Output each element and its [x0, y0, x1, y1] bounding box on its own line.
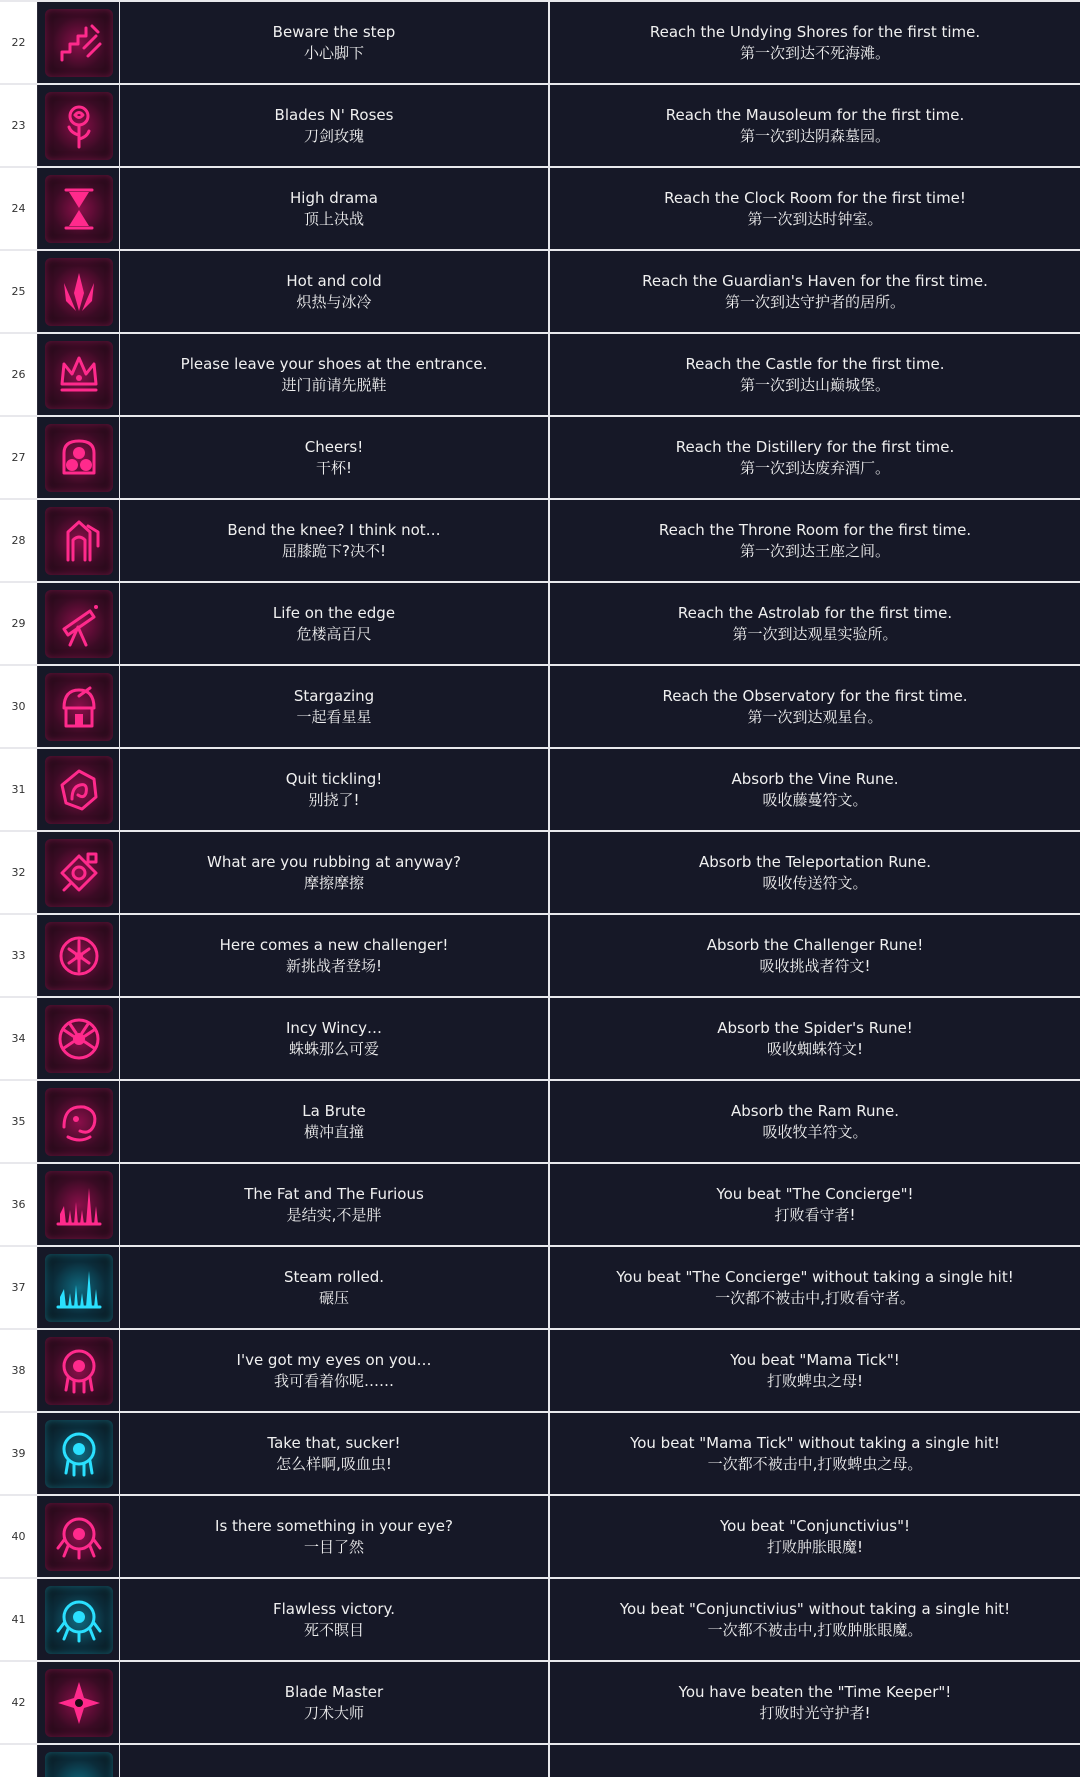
achievement-name-en: I've got my eyes on you… [236, 1350, 432, 1369]
achievement-icon-cell [38, 251, 119, 332]
row-number: 39 [0, 1413, 38, 1494]
achievement-description-en: You beat "The Concierge" without taking a single hit! [616, 1267, 1014, 1286]
row-number: 29 [0, 583, 38, 664]
row-number: 42 [0, 1662, 38, 1743]
achievement-description-en: You beat "The Concierge"! [716, 1184, 914, 1203]
crown-icon [45, 341, 113, 409]
achievement-row [0, 1330, 1080, 1411]
row-number: 40 [0, 1496, 38, 1577]
row-number: 38 [0, 1330, 38, 1411]
row-number: 32 [0, 832, 38, 913]
waveform-icon [45, 1171, 113, 1239]
achievement-row [0, 1745, 1080, 1777]
achievement-name-zh: 碾压 [318, 1288, 349, 1307]
achievement-icon-cell [38, 666, 119, 747]
achievement-description-zh: 第一次到达守护者的居所。 [724, 292, 905, 311]
row-number: 35 [0, 1081, 38, 1162]
achievement-description [550, 500, 1080, 581]
achievement-description [550, 1081, 1080, 1162]
achievement-row [0, 168, 1080, 249]
achievement-description [550, 1164, 1080, 1245]
achievement-name-en: Here comes a new challenger! [219, 935, 449, 954]
achievement-row [0, 2, 1080, 83]
achievement-description-zh: 一次都不被击中,打败看守者。 [715, 1288, 915, 1307]
achievement-row [0, 1413, 1080, 1494]
row-number: 34 [0, 998, 38, 1079]
achievement-name-en: Incy Wincy… [285, 1018, 383, 1037]
achievement-name [120, 2, 548, 83]
achievement-name-en: Blade Master [284, 1682, 384, 1701]
achievement-name-en: Life on the edge [272, 603, 396, 622]
achievement-name-zh: 小心脚下 [303, 43, 364, 62]
achievement-name-en: Quit tickling! [285, 769, 383, 788]
row-number: 27 [0, 417, 38, 498]
achievement-row [0, 1579, 1080, 1660]
achievement-name [120, 1579, 548, 1660]
achievement-description-zh: 打败看守者! [774, 1205, 856, 1224]
achievement-description [550, 334, 1080, 415]
achievement-description-en: Absorb the Vine Rune. [731, 769, 899, 788]
achievement-name-zh: 顶上决战 [303, 209, 364, 228]
achievement-name-en: Bend the knee? I think not… [227, 520, 441, 539]
achievement-description-en: Reach the Castle for the first time. [685, 354, 945, 373]
achievement-description [550, 1496, 1080, 1577]
row-number: 26 [0, 334, 38, 415]
throne-icon [45, 507, 113, 575]
achievement-description-zh: 一次都不被击中,打败肿胀眼魔。 [707, 1620, 923, 1639]
broken-stairs-icon [45, 9, 113, 77]
achievement-icon-cell [38, 1496, 119, 1577]
achievement-name-zh: 一目了然 [303, 1537, 364, 1556]
achievement-description-zh: 第一次到达阴森墓园。 [739, 126, 890, 145]
achievement-description-zh: 吸收传送符文。 [762, 873, 868, 892]
achievement-row [0, 334, 1080, 415]
achievement-icon-cell [38, 1330, 119, 1411]
achievement-icon-cell [38, 749, 119, 830]
achievement-icon-cell [38, 1662, 119, 1743]
achievement-icon-cell [38, 500, 119, 581]
achievement-name-zh: 别挠了! [308, 790, 360, 809]
achievement-description [550, 417, 1080, 498]
achievement-description [550, 168, 1080, 249]
achievement-description [550, 1330, 1080, 1411]
achievement-icon-cell [38, 417, 119, 498]
achievement-description-en: Absorb the Challenger Rune! [706, 935, 924, 954]
achievement-row [0, 1247, 1080, 1328]
achievement-icon-cell [38, 334, 119, 415]
ram-rune-icon [45, 1088, 113, 1156]
achievement-row [0, 666, 1080, 747]
telescope-icon [45, 590, 113, 658]
achievement-name-zh: 炽热与冰冷 [296, 292, 372, 311]
achievement-description-zh: 第一次到达废弃酒厂。 [739, 458, 890, 477]
achievement-name-en: Hot and cold [286, 271, 382, 290]
achievement-description-zh: 打败蜱虫之母! [766, 1371, 863, 1390]
achievement-description-zh: 第一次到达时钟室。 [747, 209, 883, 228]
achievement-description [550, 832, 1080, 913]
achievement-row [0, 1496, 1080, 1577]
achievement-name [120, 251, 548, 332]
rose-icon [45, 92, 113, 160]
achievement-row [0, 583, 1080, 664]
achievement-icon-cell [38, 832, 119, 913]
achievement-description-en: Reach the Guardian's Haven for the first time. [642, 271, 988, 290]
achievement-name [120, 1081, 548, 1162]
achievement-icon-cell [38, 85, 119, 166]
achievement-description-en: You beat "Conjunctivius" without taking a single hit! [619, 1599, 1011, 1618]
waveform-icon [45, 1254, 113, 1322]
achievement-description [550, 749, 1080, 830]
row-number: 22 [0, 2, 38, 83]
achievement-row [0, 915, 1080, 996]
achievement-description-en: Reach the Clock Room for the first time! [664, 188, 966, 207]
hourglass-icon [45, 175, 113, 243]
achievement-name-en: High drama [290, 188, 378, 207]
achievement-icon-cell [38, 915, 119, 996]
achievement-description [550, 998, 1080, 1079]
achievement-name [120, 749, 548, 830]
achievement-row [0, 85, 1080, 166]
row-number: 25 [0, 251, 38, 332]
achievement-name-zh: 干杯! [315, 458, 352, 477]
achievement-name [120, 1330, 548, 1411]
row-number: 24 [0, 168, 38, 249]
achievement-description-en: Absorb the Spider's Rune! [717, 1018, 913, 1037]
achievement-name [120, 583, 548, 664]
achievement-name-en: Flawless victory. [272, 1599, 396, 1618]
shuriken-icon [45, 1669, 113, 1737]
achievement-name [120, 85, 548, 166]
achievement-name-zh: 横冲直撞 [303, 1122, 364, 1141]
achievement-description-en: Reach the Astrolab for the first time. [677, 603, 953, 622]
vine-rune-icon [45, 756, 113, 824]
achievement-name [120, 998, 548, 1079]
achievement-description-en: Reach the Throne Room for the first time. [658, 520, 972, 539]
achievement-name-zh: 刀术大师 [303, 1703, 364, 1722]
achievement-icon-cell [38, 1164, 119, 1245]
achievement-description-zh: 第一次到达山巅城堡。 [739, 375, 890, 394]
achievement-name [120, 832, 548, 913]
achievement-description-en: Reach the Mausoleum for the first time. [665, 105, 965, 124]
observatory-icon [45, 673, 113, 741]
achievement-description-zh: 第一次到达观星台。 [747, 707, 883, 726]
achievement-description-zh: 第一次到达不死海滩。 [739, 43, 890, 62]
achievement-name-en: Steam rolled. [283, 1267, 385, 1286]
row-number: 23 [0, 85, 38, 166]
achievement-name-zh: 危楼高百尺 [296, 624, 372, 643]
achievement-icon-cell [38, 1413, 119, 1494]
achievement-description [550, 2, 1080, 83]
achievement-description [550, 85, 1080, 166]
achievement-name-zh: 新挑战者登场! [285, 956, 382, 975]
achievement-description-zh: 吸收挑战者符文! [759, 956, 871, 975]
achievement-description-en: You have beaten the "Time Keeper"! [678, 1682, 952, 1701]
achievement-row [0, 417, 1080, 498]
achievement-name [120, 1247, 548, 1328]
achievement-description-zh: 吸收蜘蛛符文! [766, 1039, 863, 1058]
achievement-description [550, 666, 1080, 747]
achievement-description-zh: 打败时光守护者! [759, 1703, 871, 1722]
row-number: 41 [0, 1579, 38, 1660]
barrels-icon [45, 424, 113, 492]
achievement-name-en: Take that, sucker! [267, 1433, 401, 1452]
eyeball-monster-icon [45, 1586, 113, 1654]
achievement-row [0, 1662, 1080, 1743]
row-number: 31 [0, 749, 38, 830]
achievement-description-en: You beat "Mama Tick"! [730, 1350, 900, 1369]
achievement-name-zh: 屈膝跪下?决不! [282, 541, 386, 560]
tick-icon [45, 1337, 113, 1405]
achievement-name-en: La Brute [302, 1101, 366, 1120]
achievement-name [120, 1745, 548, 1777]
achievement-description [550, 915, 1080, 996]
achievement-description-en: Absorb the Ram Rune. [730, 1101, 900, 1120]
achievement-description-en: You beat "Mama Tick" without taking a single hit! [630, 1433, 1000, 1452]
achievement-name [120, 1413, 548, 1494]
achievement-icon-cell [38, 168, 119, 249]
achievement-icon-cell [38, 1579, 119, 1660]
achievement-name-en: Is there something in your eye? [215, 1516, 453, 1535]
achievement-description [550, 1662, 1080, 1743]
achievement-name-en: The Fat and The Furious [244, 1184, 424, 1203]
achievement-name-zh: 死不瞑目 [303, 1620, 364, 1639]
tick-icon [45, 1420, 113, 1488]
row-number: 33 [0, 915, 38, 996]
achievement-icon-cell [38, 1081, 119, 1162]
achievement-name-zh: 蛛蛛那么可爱 [288, 1039, 379, 1058]
achievement-description-en: You beat "Conjunctivius"! [719, 1516, 911, 1535]
achievement-name-zh: 摩擦摩擦 [303, 873, 364, 892]
achievement-row [0, 832, 1080, 913]
row-number: 30 [0, 666, 38, 747]
spider-rune-icon [45, 1005, 113, 1073]
achievement-row [0, 251, 1080, 332]
achievement-description-en: Reach the Distillery for the first time. [675, 437, 955, 456]
achievement-name [120, 1164, 548, 1245]
achievement-row [0, 500, 1080, 581]
achievement-description-zh: 一次都不被击中,打败蜱虫之母。 [707, 1454, 923, 1473]
achievement-description [550, 251, 1080, 332]
achievement-name-zh: 一起看星星 [296, 707, 372, 726]
crystal-icon [45, 258, 113, 326]
achievement-name-en: Stargazing [293, 686, 375, 705]
achievement-row [0, 1081, 1080, 1162]
achievement-row [0, 1164, 1080, 1245]
challenger-rune-icon [45, 922, 113, 990]
achievement-description [550, 1413, 1080, 1494]
achievement-icon-cell [38, 998, 119, 1079]
achievement-name-zh: 进门前请先脱鞋 [281, 375, 387, 394]
achievement-name [120, 417, 548, 498]
achievement-icon-cell [38, 583, 119, 664]
achievement-name-en: Cheers! [304, 437, 364, 456]
achievement-description-en: Absorb the Teleportation Rune. [698, 852, 932, 871]
achievement-description [550, 1247, 1080, 1328]
row-number: 37 [0, 1247, 38, 1328]
partial-icon [45, 1752, 113, 1777]
achievement-name-zh: 刀剑玫瑰 [303, 126, 364, 145]
achievement-name [120, 168, 548, 249]
achievement-row [0, 749, 1080, 830]
row-number [0, 1745, 38, 1777]
achievement-description [550, 583, 1080, 664]
eyeball-monster-icon [45, 1503, 113, 1571]
achievement-description [550, 1579, 1080, 1660]
achievement-name-en: Blades N' Roses [274, 105, 394, 124]
achievement-name [120, 500, 548, 581]
row-number: 28 [0, 500, 38, 581]
teleport-rune-icon [45, 839, 113, 907]
achievement-name-en: Please leave your shoes at the entrance. [180, 354, 488, 373]
achievement-icon-cell [38, 1247, 119, 1328]
achievement-description-zh: 打败肿胀眼魔! [766, 1537, 863, 1556]
achievement-name-zh: 怎么样啊,吸血虫! [276, 1454, 392, 1473]
achievement-name [120, 1496, 548, 1577]
achievement-name-zh: 我可看着你呢…… [273, 1371, 394, 1390]
achievement-row [0, 998, 1080, 1079]
achievement-name-en: What are you rubbing at anyway? [207, 852, 461, 871]
achievement-name [120, 666, 548, 747]
achievement-description-zh: 第一次到达王座之间。 [739, 541, 890, 560]
achievement-description-zh: 第一次到达观星实验所。 [732, 624, 898, 643]
achievement-name [120, 334, 548, 415]
achievement-icon-cell [38, 1745, 119, 1777]
row-number: 36 [0, 1164, 38, 1245]
achievement-description-en: Reach the Undying Shores for the first time. [649, 22, 981, 41]
achievement-name [120, 915, 548, 996]
achievement-description-zh: 吸收藤蔓符文。 [762, 790, 868, 809]
achievement-name-en: Beware the step [272, 22, 396, 41]
achievement-description-en: Reach the Observatory for the first time. [662, 686, 968, 705]
achievement-name [120, 1662, 548, 1743]
achievement-icon-cell [38, 2, 119, 83]
achievement-description-zh: 吸收牧羊符文。 [762, 1122, 868, 1141]
achievement-name-zh: 是结实,不是胖 [286, 1205, 382, 1224]
achievement-description [550, 1745, 1080, 1777]
